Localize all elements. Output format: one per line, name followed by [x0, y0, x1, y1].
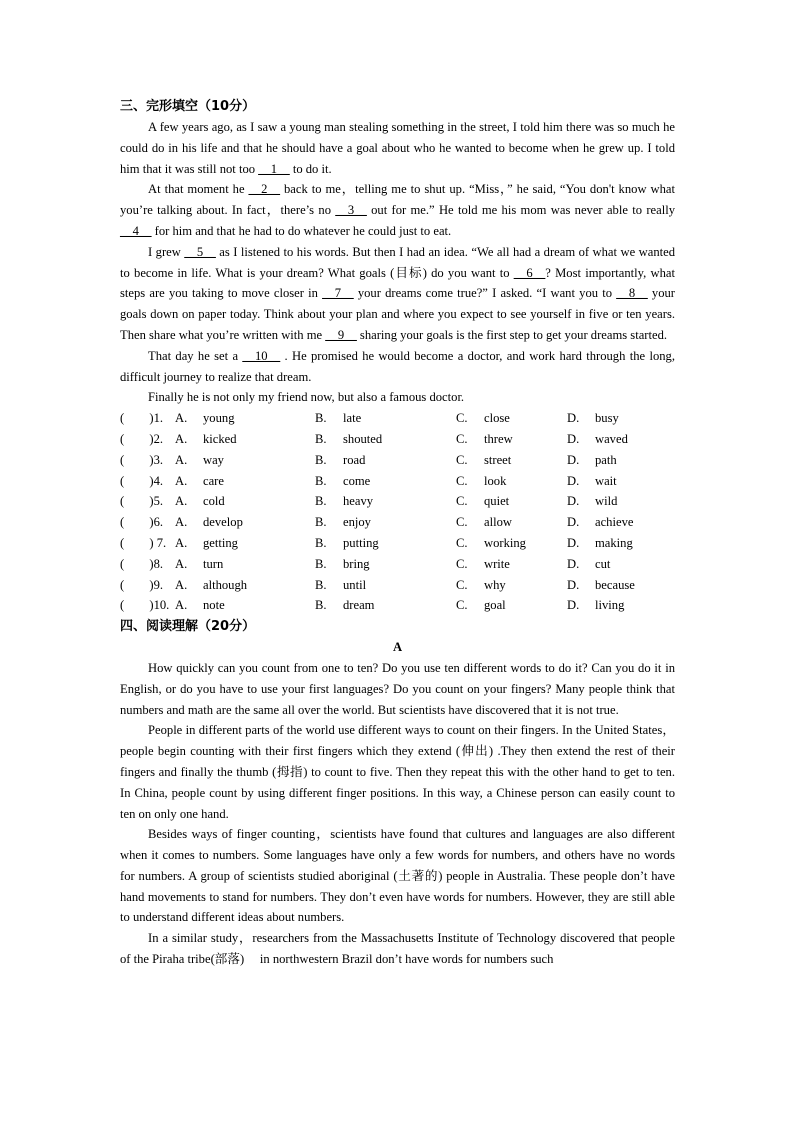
option-letter: A. [175, 473, 188, 488]
cloze-text: out for me.” He told me his mom was never able to really [366, 203, 676, 218]
option-text: making [595, 535, 633, 550]
option-letter: A. [175, 598, 188, 613]
reading-paragraph: Besides ways of finger counting，scientists have found that cultures and languages are also different when it comes to numbers. Some languages have only a few words for numbers, and others have no words for numbers. A group of scientists studied aboriginal (土著的) people in Australia. These people don’t have hand movements to stand for numbers. They don’t even have words for numbers. However, they are still able to understand different ideas about numbers. [120, 827, 675, 925]
question-number: ( )1. [120, 411, 164, 426]
cloze-text: A few years ago, as I saw a young man stealing something in the street, I told him there was so much he could do in his life and that he should have a goal about who he wanted to become when he grew up. I told him that it was still not too [120, 120, 675, 176]
reading-paragraph: People in different parts of the world use different ways to count on their fingers. In the United States，people begin counting with their first fingers which they extend (伸出) .They then extend the rest of their fingers and finally the thumb (拇指) to count to five. Then they repeat this with the other hand to get to ten. In China, people count by using different finger positions. In this way, a Chinese person can easily count to ten on only one hand. [120, 723, 675, 821]
option-text: come [343, 473, 371, 488]
option-letter: B. [315, 452, 327, 467]
option-letter: B. [315, 598, 327, 613]
option-text: street [484, 452, 512, 467]
question-number: ( )8. [120, 556, 164, 571]
option-letter: C. [456, 431, 468, 446]
option-text: young [203, 411, 235, 426]
question-number: ( ) 7. [120, 535, 167, 550]
option-letter: B. [315, 494, 327, 509]
option-text: kicked [203, 431, 237, 446]
cloze-text: ? Most importantly, what steps are you taking to move closer in [120, 265, 675, 301]
question-row [120, 450, 675, 471]
cloze-blank: __10__ [242, 348, 281, 363]
section3-title: 三、完形填空（10分） [120, 99, 256, 114]
option-letter: C. [456, 494, 468, 509]
option-text: putting [343, 535, 379, 550]
option-text: way [203, 452, 224, 467]
question-number: ( )5. [120, 494, 164, 509]
reading-passage [120, 658, 675, 970]
question-number: ( )4. [120, 473, 164, 488]
option-letter: A. [175, 431, 188, 446]
option-letter: C. [456, 473, 468, 488]
question-row [120, 408, 675, 429]
cloze-text: At that moment he [148, 182, 249, 197]
option-letter: B. [315, 515, 327, 530]
option-text: close [484, 411, 510, 426]
option-text: look [484, 473, 507, 488]
option-text: why [484, 577, 506, 592]
option-letter: C. [456, 452, 468, 467]
cloze-text: as I listened to his words. But then I had an idea. “We all had a dream of what we wanted to become in life. What is your dream? What goals (目标) do you want to [120, 244, 675, 280]
option-letter: D. [567, 556, 580, 571]
option-letter: C. [456, 598, 468, 613]
option-letter: A. [175, 515, 188, 530]
cloze-passage [120, 117, 675, 408]
option-text: busy [595, 411, 619, 426]
option-text: goal [484, 598, 506, 613]
cloze-text: That day he set a [148, 348, 243, 363]
cloze-text: I grew [148, 244, 185, 259]
option-text: care [203, 473, 224, 488]
question-row [120, 512, 675, 533]
option-text: road [343, 452, 366, 467]
cloze-paragraph [120, 242, 675, 346]
option-text: getting [203, 535, 238, 550]
option-letter: B. [315, 473, 327, 488]
question-number: ( )3. [120, 452, 164, 467]
cloze-paragraph [120, 179, 675, 241]
option-text: bring [343, 556, 370, 571]
cloze-text: for him and that he had to do whatever he could just to eat. [151, 223, 452, 238]
option-letter: A. [175, 556, 188, 571]
question-row [120, 533, 675, 554]
section4-title: 四、阅读理解（20分） [120, 619, 256, 635]
option-text: path [595, 452, 617, 467]
option-letter: D. [567, 473, 580, 488]
option-letter: D. [567, 577, 580, 592]
cloze-blank: __4__ [120, 223, 152, 238]
option-text: enjoy [343, 515, 371, 530]
option-text: develop [203, 515, 243, 530]
cloze-paragraph [120, 346, 675, 388]
option-text: working [484, 535, 526, 550]
option-letter: B. [315, 431, 327, 446]
option-text: wait [595, 473, 617, 488]
cloze-text: Finally he is not only my friend now, but also a famous doctor. [148, 390, 465, 405]
option-text: because [595, 577, 635, 592]
option-letter: A. [175, 577, 188, 592]
option-letter: A. [175, 535, 188, 550]
option-text: waved [595, 431, 628, 446]
option-letter: D. [567, 452, 580, 467]
option-text: allow [484, 515, 512, 530]
option-text: although [203, 577, 248, 592]
option-text: late [343, 411, 362, 426]
cloze-text: sharing your goals is the first step to get your dreams started. [356, 327, 668, 342]
option-text: living [595, 598, 625, 613]
question-row [120, 471, 675, 492]
cloze-text: your goals down on paper today. Think about your plan and where you expect to see yourself in five or ten years. Then share what you’re written with me [120, 286, 675, 342]
question-row [120, 595, 675, 616]
question-row [120, 554, 675, 575]
option-letter: C. [456, 556, 468, 571]
cloze-paragraph [120, 387, 675, 408]
question-row [120, 491, 675, 512]
cloze-options-table [120, 408, 675, 616]
passage-label: A [392, 640, 403, 655]
option-letter: C. [456, 535, 468, 550]
option-letter: D. [567, 411, 580, 426]
exam-page [120, 96, 675, 970]
option-text: turn [203, 556, 224, 571]
option-text: achieve [595, 515, 634, 530]
option-letter: B. [315, 577, 327, 592]
option-letter: C. [456, 515, 468, 530]
option-text: until [343, 577, 367, 592]
option-letter: D. [567, 431, 580, 446]
option-letter: A. [175, 411, 188, 426]
option-letter: D. [567, 598, 580, 613]
option-text: write [484, 556, 510, 571]
question-number: ( )6. [120, 515, 164, 530]
option-text: threw [484, 431, 513, 446]
cloze-blank: __8__ [616, 286, 648, 301]
cloze-blank: __6__ [513, 265, 546, 280]
option-text: wild [595, 494, 618, 509]
cloze-paragraph [120, 117, 675, 179]
option-letter: B. [315, 411, 327, 426]
cloze-blank: __2__ [248, 182, 281, 197]
option-text: dream [343, 598, 375, 613]
question-number: ( )2. [120, 431, 164, 446]
option-letter: B. [315, 535, 327, 550]
option-text: cut [595, 556, 611, 571]
cloze-text: . He promised he would become a doctor, and work hard through the long, difficult journey to realize that dream. [120, 348, 675, 384]
option-letter: D. [567, 515, 580, 530]
option-letter: D. [567, 535, 580, 550]
option-letter: A. [175, 452, 188, 467]
question-row [120, 575, 675, 596]
question-number: ( )10. [120, 598, 170, 613]
cloze-text: to do it. [289, 161, 332, 176]
option-text: cold [203, 494, 225, 509]
cloze-blank: __9__ [325, 327, 357, 342]
cloze-blank: __7__ [322, 286, 354, 301]
question-row [120, 429, 675, 450]
cloze-blank: __5__ [184, 244, 216, 259]
option-text: heavy [343, 494, 374, 509]
reading-paragraph: In a similar study，researchers from the Massachusetts Institute of Technology discovered that people of the Piraha tribe(部落) in northwestern Brazil don’t have words for numbers such [120, 931, 675, 967]
option-text: quiet [484, 494, 510, 509]
option-text: note [203, 598, 225, 613]
option-text: shouted [343, 431, 383, 446]
cloze-blank: __1__ [258, 161, 290, 176]
option-letter: B. [315, 556, 327, 571]
option-letter: D. [567, 494, 580, 509]
reading-paragraph: How quickly can you count from one to ten? Do you use ten different words to do it? Can you do it in English, or do you have to use your first languages? Do you count on your fingers? Many people think that numbers and math are the same all over the world. But scientists have discovered that it is not true. [120, 660, 675, 717]
question-number: ( )9. [120, 577, 164, 592]
cloze-text: back to me，telling me to shut up. “Miss，” he said, “You don't know what you’re talking about. In fact，there’s no [120, 182, 675, 218]
option-letter: A. [175, 494, 188, 509]
option-letter: C. [456, 411, 468, 426]
cloze-blank: __3__ [335, 203, 367, 218]
cloze-text: your dreams come true?” I asked. “I want you to [353, 286, 617, 301]
option-letter: C. [456, 577, 468, 592]
